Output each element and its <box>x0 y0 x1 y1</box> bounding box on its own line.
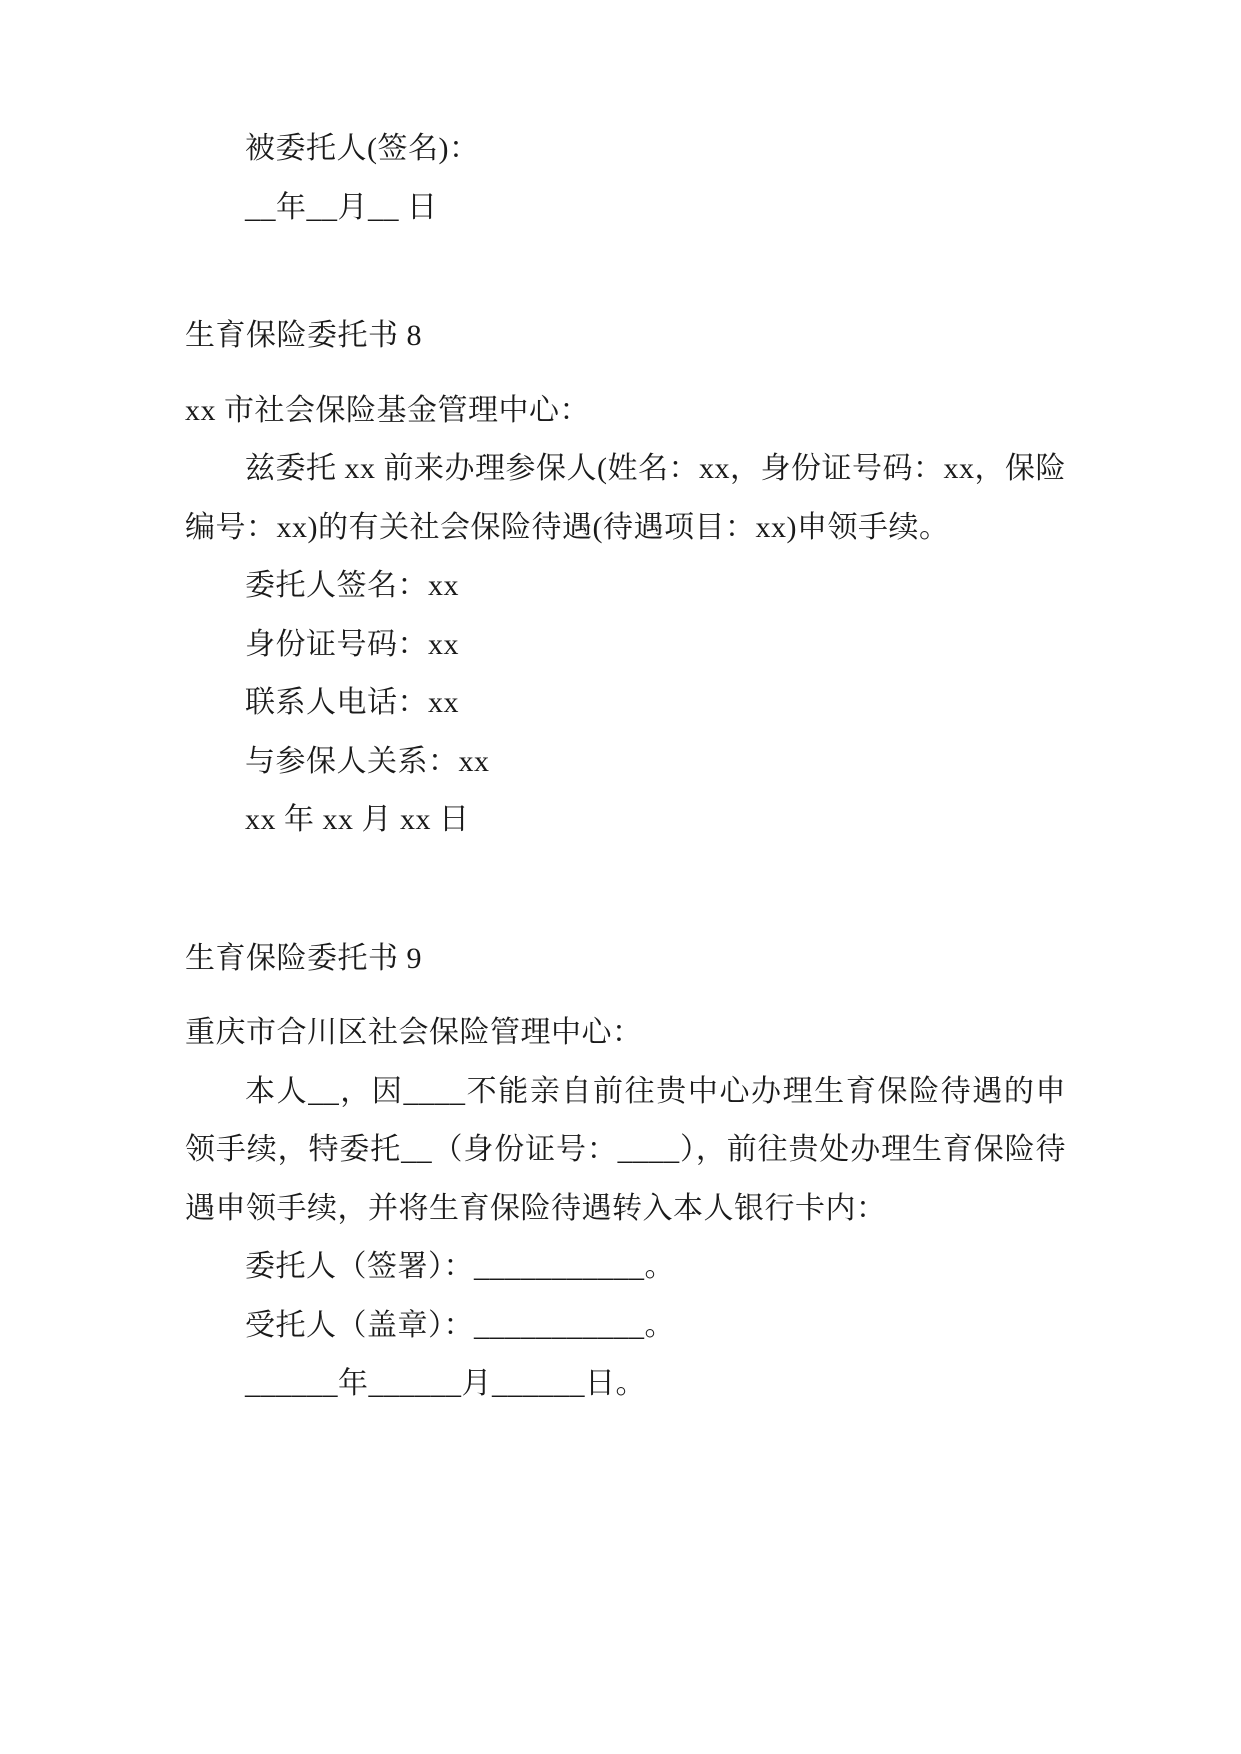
section9-field-trustee-seal: 受托人（盖章）：___________。 <box>245 1308 675 1342</box>
section8-heading-gap <box>185 366 1066 382</box>
section9-fields <box>185 1238 1066 1414</box>
section8-field-relationship: 与参保人关系：xx <box>245 744 490 778</box>
previous-section-signature-block <box>185 120 1066 237</box>
entrusted-person-signature-line: 被委托人(签名)： <box>245 132 480 165</box>
section8-recipient: xx 市社会保险基金管理中心： <box>185 393 590 427</box>
section9-heading: 生育保险委托书 9 <box>185 941 422 975</box>
section9-body: 本人__，因____不能亲自前往贵中心办理生育保险待遇的申领手续，特委托__（身份证号：____），前往贵处办理生育保险待遇申领手续，并将生育保险待遇转入本人银行卡内： <box>185 1074 1066 1225</box>
section8-body: 兹委托 xx 前来办理参保人(姓名：xx，身份证号码：xx，保险编号：xx)的有关社会保险待遇(待遇项目：xx)申领手续。 <box>185 452 1066 544</box>
section8-field-principal-signature: 委托人签名：xx <box>245 569 459 602</box>
section8-field-date: xx 年 xx 月 xx 日 <box>245 803 470 836</box>
section-gap-2 <box>185 850 1066 930</box>
previous-section-date-line: __年__月__ 日 <box>245 190 438 224</box>
document-body <box>185 120 1066 1414</box>
section9-heading-gap <box>185 988 1066 1004</box>
section8-heading: 生育保险委托书 8 <box>185 319 422 352</box>
section8-fields <box>185 557 1066 850</box>
section9-field-date: ______年______月______日。 <box>245 1367 646 1400</box>
section9-field-principal-signature: 委托人（签署）：___________。 <box>245 1250 675 1283</box>
section9-recipient: 重庆市合川区社会保险管理中心： <box>185 1016 643 1049</box>
section-gap-1 <box>185 237 1066 307</box>
section8-field-contact-phone: 联系人电话：xx <box>245 686 459 719</box>
section8-field-id-number: 身份证号码：xx <box>245 627 459 661</box>
